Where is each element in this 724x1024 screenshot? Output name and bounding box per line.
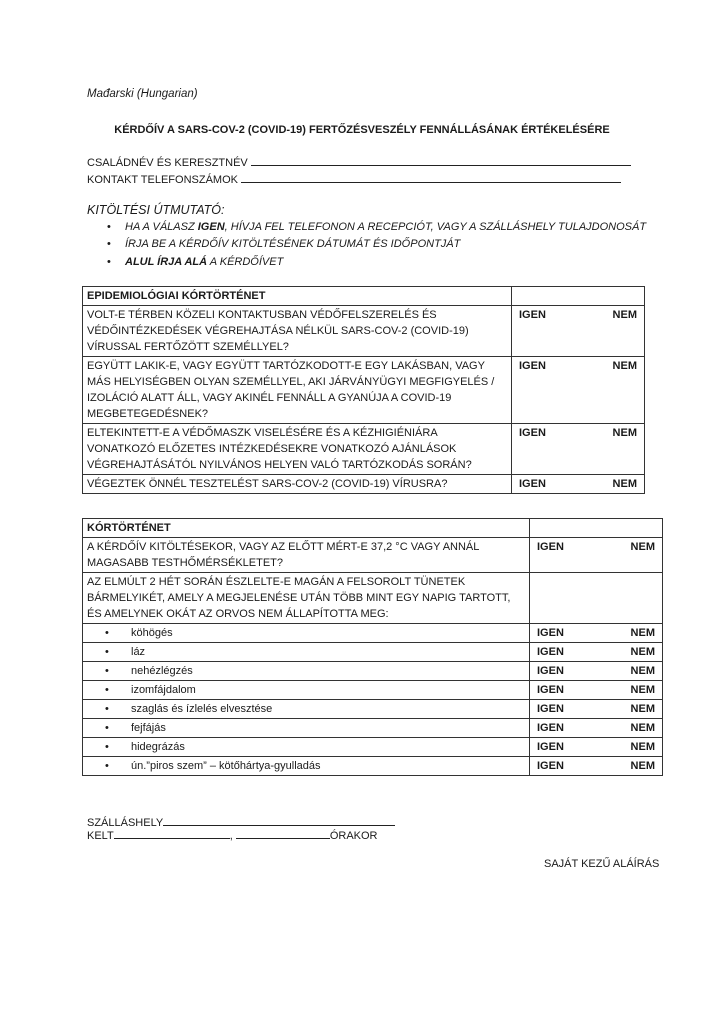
instruction-item <box>107 221 646 233</box>
answer-cell <box>530 681 663 700</box>
no-option[interactable]: NEM <box>630 627 655 639</box>
symptom-label: ún.”piros szem” – kötőhártya-gyulladás <box>131 760 321 772</box>
yes-option[interactable]: IGEN <box>537 627 564 639</box>
answer-cell <box>512 424 645 475</box>
answer-cell-empty <box>530 573 663 624</box>
bullet: • <box>105 703 109 715</box>
instruction-text: , HÍVJA FEL TELEFONON A RECEPCIÓT, VAGY A SZÁLLÁSHELY TULAJDONOSÁT <box>224 221 647 233</box>
no-option[interactable]: NEM <box>612 427 637 439</box>
yes-option[interactable]: IGEN <box>537 684 564 696</box>
date-separator: , <box>229 830 233 842</box>
symptom-row <box>83 719 530 738</box>
symptom-label: nehézlégzés <box>131 665 193 677</box>
bullet: • <box>105 684 109 696</box>
yes-option[interactable]: IGEN <box>537 722 564 734</box>
name-line[interactable] <box>251 155 631 166</box>
answer-cell <box>530 538 663 573</box>
time-line[interactable] <box>236 828 330 839</box>
phone-field <box>87 172 621 186</box>
instruction-text: HA A VÁLASZ <box>125 221 198 233</box>
symptom-label: szaglás és ízlelés elvesztése <box>131 703 273 715</box>
yes-option[interactable]: IGEN <box>519 427 546 439</box>
instruction-text: A KÉRDŐÍVET <box>207 256 284 268</box>
yes-option[interactable]: IGEN <box>537 741 564 753</box>
answer-cell <box>512 475 645 494</box>
time-label: ÓRAKOR <box>329 830 378 842</box>
question-text: EGYÜTT LAKIK-E, VAGY EGYÜTT TARTÓZKODOTT-E EGY LAKÁSBAN, VAGY MÁS HELYISÉGBEN OLYAN SZEMÉLLYEL, AKI JÁRVÁNYÜGYI MEGFIGYELÉS / IZOLÁCIÓ ALATT ÁLL, VAGY AKINÉL FENNÁLL A GYANÚJA A COVID-19 MEGBETEGEDÉSNEK? <box>83 357 512 424</box>
answer-cell-empty <box>530 519 663 538</box>
answer-cell <box>512 306 645 357</box>
symptom-row <box>83 681 530 700</box>
symptom-row <box>83 624 530 643</box>
instruction-item <box>107 256 283 268</box>
symptom-row <box>83 738 530 757</box>
medical-history-table <box>82 518 663 776</box>
no-option[interactable]: NEM <box>630 646 655 658</box>
yes-option[interactable]: IGEN <box>537 760 564 772</box>
bullet: • <box>105 627 109 639</box>
date-label: KELT <box>87 830 114 842</box>
no-option[interactable]: NEM <box>612 478 637 490</box>
bullet: • <box>107 238 111 250</box>
answer-cell <box>512 357 645 424</box>
question-text: A KÉRDŐÍV KITÖLTÉSEKOR, VAGY AZ ELŐTT MÉRT-E 37,2 °C VAGY ANNÁL MAGASABB TESTHŐMÉRSÉKLETET? <box>83 538 530 573</box>
no-option[interactable]: NEM <box>630 665 655 677</box>
phone-line[interactable] <box>241 172 621 183</box>
no-option[interactable]: NEM <box>630 703 655 715</box>
bullet: • <box>105 665 109 677</box>
table-header: KÓRTÖRTÉNET <box>83 519 530 538</box>
instruction-text: ÍRJA BE A KÉRDŐÍV KITÖLTÉSÉNEK DÁTUMÁT ÉS IDŐPONTJÁT <box>125 238 461 250</box>
yes-option[interactable]: IGEN <box>519 309 546 321</box>
bullet: • <box>105 722 109 734</box>
yes-option[interactable]: IGEN <box>519 478 546 490</box>
phone-label: KONTAKT TELEFONSZÁMOK <box>87 174 238 186</box>
instruction-emphasis: ALUL ÍRJA ALÁ <box>125 256 208 268</box>
answer-cell <box>530 757 663 776</box>
answer-cell-empty <box>512 287 645 306</box>
accommodation-field <box>87 815 395 829</box>
instructions-title: KITÖLTÉSI ÚTMUTATÓ: <box>87 203 225 217</box>
question-text: AZ ELMÚLT 2 HÉT SORÁN ÉSZLELTE-E MAGÁN A FELSOROLT TÜNETEK BÁRMELYIKÉT, AMELY A MEGJELENÉSE UTÁN TÖBB MINT EGY NAPIG TARTOTT, ÉS AMELYNEK OKÁT AZ ORVOS NEM ÁLLAPÍTOTTA MEG: <box>83 573 530 624</box>
question-text: VÉGEZTEK ÖNNÉL TESZTELÉST SARS-COV-2 (COVID-19) VÍRUSRA? <box>83 475 512 494</box>
yes-option[interactable]: IGEN <box>537 665 564 677</box>
no-option[interactable]: NEM <box>630 741 655 753</box>
no-option[interactable]: NEM <box>630 760 655 772</box>
yes-option[interactable]: IGEN <box>537 646 564 658</box>
answer-cell <box>530 662 663 681</box>
bullet: • <box>107 221 111 233</box>
bullet: • <box>107 256 111 268</box>
no-option[interactable]: NEM <box>612 309 637 321</box>
question-text: VOLT-E TÉRBEN KÖZELI KONTAKTUSBAN VÉDŐFELSZERELÉS ÉS VÉDŐINTÉZKEDÉSEK VÉGREHAJTÁSA NÉLKÜL SARS-COV-2 (COVID-19) VÍRUSSAL FERTŐZÖTT SZEMÉLLYEL? <box>83 306 512 357</box>
instruction-item <box>107 238 460 250</box>
name-field <box>87 155 631 169</box>
bullet: • <box>105 741 109 753</box>
table-header: EPIDEMIOLÓGIAI KÓRTÖRTÉNET <box>83 287 512 306</box>
symptom-label: hidegrázás <box>131 741 185 753</box>
instruction-emphasis: IGEN <box>197 221 225 233</box>
answer-cell <box>530 643 663 662</box>
question-text: ELTEKINTETT-E A VÉDŐMASZK VISELÉSÉRE ÉS A KÉZHIGIÉNIÁRA VONATKOZÓ ELŐZETES INTÉZKEDÉSEKRE VONATKOZÓ AJÁNLÁSOK VÉGREHAJTÁSÁTÓL NYILVÁNOS HELYEN VALÓ TARTÓZKODÁS SORÁN? <box>83 424 512 475</box>
symptom-label: láz <box>131 646 146 658</box>
epidemiological-history-table <box>82 286 645 494</box>
language-note: Mađarski (Hungarian) <box>87 88 198 100</box>
date-line[interactable] <box>114 828 230 839</box>
no-option[interactable]: NEM <box>612 360 637 372</box>
answer-cell <box>530 738 663 757</box>
answer-cell <box>530 719 663 738</box>
symptom-label: izomfájdalom <box>131 684 196 696</box>
answer-cell <box>530 624 663 643</box>
symptom-row <box>83 700 530 719</box>
yes-option[interactable]: IGEN <box>537 703 564 715</box>
symptom-label: köhögés <box>131 627 173 639</box>
no-option[interactable]: NEM <box>630 722 655 734</box>
symptom-row <box>83 643 530 662</box>
no-option[interactable]: NEM <box>630 541 655 553</box>
bullet: • <box>105 646 109 658</box>
yes-option[interactable]: IGEN <box>519 360 546 372</box>
symptom-label: fejfájás <box>131 722 166 734</box>
date-field <box>87 828 378 842</box>
answer-cell <box>530 700 663 719</box>
symptom-row <box>83 662 530 681</box>
bullet: • <box>105 760 109 772</box>
symptom-row <box>83 757 530 776</box>
no-option[interactable]: NEM <box>630 684 655 696</box>
yes-option[interactable]: IGEN <box>537 541 564 553</box>
name-label: CSALÁDNÉV ÉS KERESZTNÉV <box>87 157 248 169</box>
document-title: KÉRDŐÍV A SARS-COV-2 (COVID-19) FERTŐZÉSVESZÉLY FENNÁLLÁSÁNAK ÉRTÉKELÉSÉRE <box>114 124 610 136</box>
accommodation-label: SZÁLLÁSHELY <box>87 817 164 829</box>
own-signature-label: SAJÁT KEZŰ ALÁÍRÁS <box>544 858 660 870</box>
accommodation-line[interactable] <box>163 815 395 826</box>
